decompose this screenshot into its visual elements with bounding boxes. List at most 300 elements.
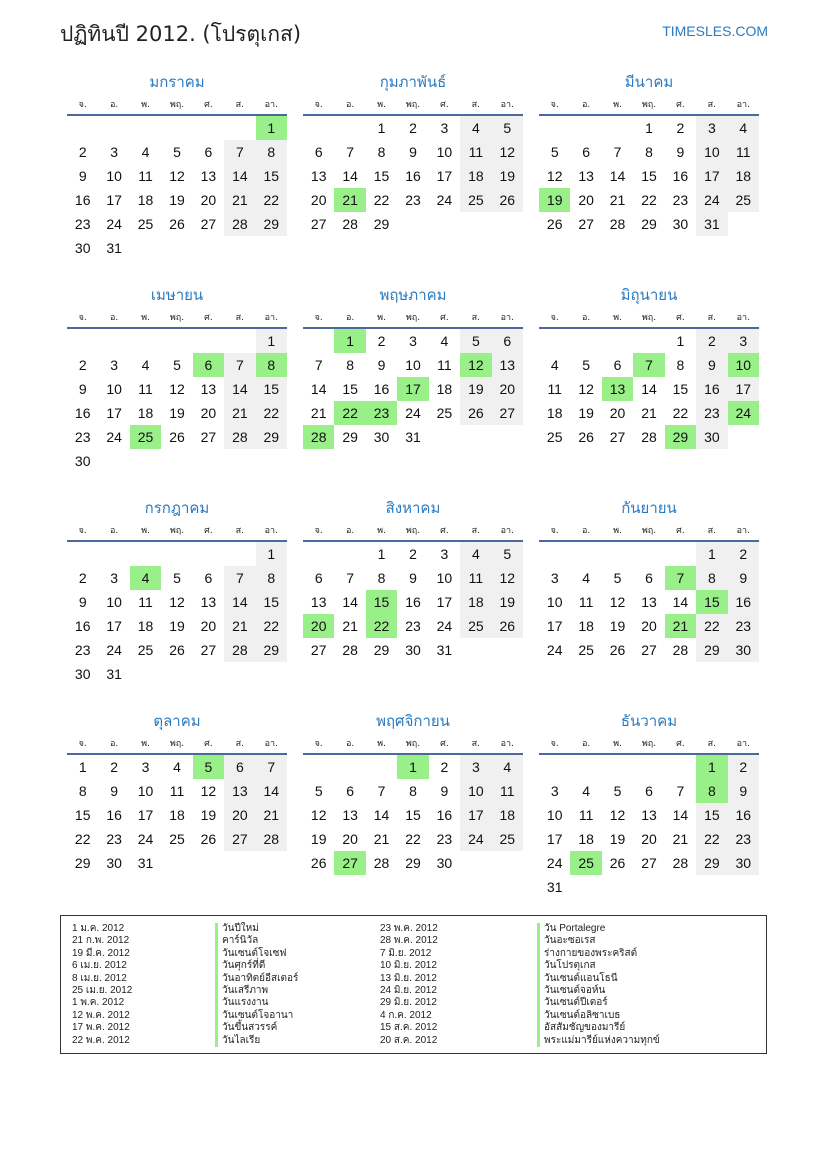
day-cell: 20 (578, 192, 594, 208)
site-link[interactable]: TIMESLES.COM (662, 23, 768, 39)
empty-cell (633, 542, 664, 566)
weekday-label: พฤ. (405, 100, 421, 110)
day-cell: 26 (492, 188, 523, 212)
day-cell: 15 (373, 168, 390, 184)
day-cell: 22 (373, 192, 390, 208)
legend-date: 19 มี.ค. 2012 (72, 947, 130, 959)
day-cell: 18 (492, 803, 523, 827)
day-cell: 6 (645, 570, 653, 586)
day-cell: 31 (106, 666, 122, 682)
month-12 (539, 709, 759, 899)
day-cell: 7 (314, 357, 323, 373)
day-cell: 24 (106, 642, 122, 658)
day-cell: 23 (405, 192, 421, 208)
day-cell: 28 (224, 212, 255, 236)
day-cell: 2 (409, 546, 417, 562)
weekday-label: อ. (345, 526, 355, 536)
day-cell: 13 (200, 381, 217, 397)
day-cell: 3 (460, 755, 491, 779)
legend-date: 6 เม.ย. 2012 (72, 960, 127, 972)
day-cell: 10 (460, 779, 491, 803)
empty-cell (665, 542, 696, 566)
holiday-day-cell: 25 (130, 425, 161, 449)
day-cell: 15 (256, 590, 287, 614)
month-name: พฤศจิกายน (376, 712, 450, 730)
month-10 (67, 709, 287, 875)
weekday-label: อ. (345, 313, 355, 323)
legend-column-name (537, 923, 660, 1047)
day-cell: 13 (342, 807, 358, 823)
month-7 (67, 496, 287, 686)
legend-name: วันแรงงาน (215, 997, 298, 1009)
day-grid (539, 755, 759, 899)
weekday-label: ศ. (204, 100, 213, 110)
day-cell: 28 (224, 425, 255, 449)
weekday-label: อา. (500, 526, 514, 536)
weekday-label: จ. (78, 313, 87, 323)
weekday-label: อา. (736, 313, 750, 323)
day-cell: 9 (696, 353, 727, 377)
day-cell: 18 (169, 807, 185, 823)
day-cell: 27 (224, 827, 255, 851)
day-cell: 17 (546, 831, 563, 847)
weekday-label: อา. (500, 313, 514, 323)
day-cell: 23 (728, 614, 759, 638)
day-cell: 30 (405, 642, 421, 658)
day-grid (303, 116, 523, 236)
day-cell: 12 (578, 381, 594, 397)
day-cell: 15 (342, 381, 358, 397)
holiday-legend (60, 915, 767, 1054)
day-cell: 24 (546, 855, 563, 871)
day-cell: 28 (641, 429, 657, 445)
legend-date: 21 ก.พ. 2012 (72, 935, 130, 947)
day-cell: 28 (373, 855, 390, 871)
empty-cell (161, 542, 192, 566)
weekday-header (303, 520, 523, 542)
empty-cell (602, 116, 633, 140)
weekday-header (67, 733, 287, 755)
day-cell: 26 (609, 855, 626, 871)
day-cell: 10 (436, 144, 453, 160)
empty-cell (539, 329, 570, 353)
day-cell: 26 (169, 642, 185, 658)
day-cell: 22 (256, 614, 287, 638)
weekday-label: อ. (109, 100, 119, 110)
empty-cell (334, 116, 365, 140)
day-cell: 13 (224, 779, 255, 803)
month-name: ตุลาคม (153, 712, 201, 730)
day-cell: 15 (256, 164, 287, 188)
weekday-header (67, 94, 287, 116)
day-cell: 18 (546, 405, 563, 421)
weekday-label: อ. (581, 313, 591, 323)
day-cell: 20 (492, 377, 523, 401)
legend-date: 15 ส.ค. 2012 (380, 1022, 438, 1034)
day-cell: 29 (373, 216, 390, 232)
day-cell: 29 (342, 429, 358, 445)
holiday-day-cell: 8 (256, 353, 287, 377)
day-cell: 18 (460, 590, 491, 614)
month-name: กันยายน (621, 499, 677, 517)
legend-date: 1 ม.ค. 2012 (72, 923, 125, 934)
legend-name: วันอะซอเรส (537, 935, 660, 947)
legend-name: อัสสัมชัญของมารีย์ (537, 1022, 660, 1034)
day-cell: 17 (106, 405, 122, 421)
day-cell: 6 (204, 144, 213, 160)
day-cell: 24 (106, 216, 122, 232)
legend-date: 24 มิ.ย. 2012 (380, 984, 437, 996)
day-cell: 30 (106, 855, 122, 871)
day-cell: 2 (728, 542, 759, 566)
weekday-label: ส. (707, 313, 716, 323)
day-cell: 26 (200, 831, 217, 847)
weekday-label: จ. (550, 739, 559, 749)
day-cell: 12 (169, 381, 185, 397)
empty-cell (570, 329, 601, 353)
day-cell: 2 (696, 329, 727, 353)
empty-cell (193, 542, 224, 566)
day-cell: 26 (578, 429, 594, 445)
day-cell: 16 (696, 377, 727, 401)
day-cell: 17 (106, 618, 122, 634)
weekday-label: จ. (314, 526, 323, 536)
day-cell: 24 (460, 827, 491, 851)
day-cell: 21 (373, 831, 390, 847)
day-cell: 11 (138, 168, 153, 184)
day-cell: 29 (405, 855, 421, 871)
day-cell: 16 (74, 192, 91, 208)
day-cell: 28 (342, 642, 358, 658)
day-cell: 29 (256, 425, 287, 449)
weekday-label: ศ. (204, 739, 213, 749)
empty-cell (98, 329, 129, 353)
day-cell: 31 (436, 642, 453, 658)
day-grid (303, 542, 523, 662)
day-cell: 12 (169, 168, 185, 184)
month-11 (303, 709, 523, 875)
day-cell: 14 (609, 168, 626, 184)
day-cell: 5 (492, 542, 523, 566)
day-cell: 19 (609, 831, 626, 847)
day-cell: 9 (728, 566, 759, 590)
day-cell: 27 (609, 429, 626, 445)
day-cell: 6 (314, 144, 323, 160)
holiday-day-cell: 4 (130, 566, 161, 590)
day-cell: 1 (256, 329, 287, 353)
day-grid (539, 542, 759, 662)
weekday-label: พ. (613, 526, 622, 536)
legend-name: วันเสรีภาพ (215, 985, 298, 997)
day-cell: 21 (224, 188, 255, 212)
day-cell: 3 (110, 570, 119, 586)
weekday-label: อ. (109, 739, 119, 749)
day-cell: 12 (200, 783, 217, 799)
day-cell: 14 (672, 807, 689, 823)
day-cell: 14 (224, 377, 255, 401)
day-cell: 30 (672, 216, 689, 232)
day-cell: 28 (609, 216, 626, 232)
day-cell: 6 (645, 783, 653, 799)
legend-date: 28 พ.ค. 2012 (380, 935, 438, 947)
day-cell: 16 (728, 803, 759, 827)
weekday-label: ส. (471, 100, 480, 110)
month-name: มิถุนายน (620, 286, 678, 304)
day-cell: 19 (169, 618, 185, 634)
weekday-header (539, 94, 759, 116)
weekday-label: ส. (471, 313, 480, 323)
day-cell: 24 (696, 188, 727, 212)
day-cell: 25 (137, 216, 154, 232)
month-8 (303, 496, 523, 662)
empty-cell (570, 755, 601, 779)
weekday-label: จ. (78, 739, 87, 749)
day-cell: 17 (106, 192, 122, 208)
month-name: กุมภาพันธ์ (379, 73, 447, 91)
day-cell: 14 (672, 594, 689, 610)
weekday-label: จ. (78, 526, 87, 536)
day-cell: 16 (436, 807, 453, 823)
day-cell: 19 (169, 405, 185, 421)
weekday-label: พฤ. (169, 526, 185, 536)
day-cell: 8 (256, 140, 287, 164)
day-cell: 27 (200, 429, 217, 445)
day-cell: 20 (342, 831, 358, 847)
day-cell: 8 (346, 357, 355, 373)
day-cell: 9 (377, 357, 386, 373)
day-cell: 12 (546, 168, 563, 184)
day-cell: 9 (676, 144, 685, 160)
day-cell: 7 (224, 353, 255, 377)
day-cell: 27 (641, 855, 657, 871)
empty-cell (224, 542, 255, 566)
weekday-label: ส. (471, 739, 480, 749)
day-cell: 20 (641, 831, 657, 847)
legend-name: วันเซนต์ปีเตอร์ (537, 997, 660, 1009)
weekday-label: พ. (377, 100, 386, 110)
weekday-label: ศ. (676, 100, 685, 110)
empty-cell (130, 329, 161, 353)
day-cell: 29 (373, 642, 390, 658)
day-cell: 2 (676, 120, 685, 136)
day-cell: 7 (346, 570, 355, 586)
legend-name: วันศุกร์ที่ดี (215, 960, 298, 972)
weekday-label: อ. (345, 100, 355, 110)
day-cell: 17 (436, 168, 453, 184)
month-name: มกราคม (149, 73, 205, 91)
day-cell: 5 (613, 570, 622, 586)
weekday-header (303, 307, 523, 329)
day-cell: 26 (169, 216, 185, 232)
holiday-day-cell: 1 (397, 755, 428, 779)
weekday-label: จ. (78, 100, 87, 110)
day-cell: 18 (460, 164, 491, 188)
legend-date: 10 มิ.ย. 2012 (380, 960, 437, 972)
day-cell: 4 (728, 116, 759, 140)
day-cell: 8 (645, 144, 653, 160)
empty-cell (334, 542, 365, 566)
day-cell: 13 (310, 594, 327, 610)
day-cell: 25 (169, 831, 185, 847)
day-cell: 25 (546, 429, 563, 445)
empty-cell (303, 116, 334, 140)
empty-cell (366, 755, 397, 779)
day-cell: 3 (728, 329, 759, 353)
day-cell: 18 (578, 831, 594, 847)
day-cell: 30 (728, 851, 759, 875)
month-name: พฤษภาคม (379, 286, 447, 304)
holiday-day-cell: 20 (303, 614, 334, 638)
weekday-header (539, 307, 759, 329)
weekday-label: จ. (314, 739, 323, 749)
day-cell: 14 (224, 164, 255, 188)
day-cell: 11 (460, 566, 491, 590)
weekday-label: จ. (550, 313, 559, 323)
empty-cell (539, 116, 570, 140)
day-cell: 6 (224, 755, 255, 779)
day-cell: 8 (676, 357, 685, 373)
day-cell: 9 (78, 168, 87, 184)
day-cell: 2 (409, 120, 417, 136)
day-cell: 8 (696, 566, 727, 590)
day-cell: 9 (409, 570, 417, 586)
weekday-label: ส. (235, 100, 244, 110)
day-cell: 30 (74, 666, 91, 682)
day-cell: 7 (224, 566, 255, 590)
day-cell: 13 (578, 168, 594, 184)
day-cell: 11 (138, 594, 153, 610)
day-cell: 23 (106, 831, 122, 847)
empty-cell (161, 116, 192, 140)
weekday-label: พฤ. (641, 739, 657, 749)
day-cell: 15 (696, 803, 727, 827)
empty-cell (602, 755, 633, 779)
day-cell: 19 (460, 377, 491, 401)
weekday-label: อา. (736, 526, 750, 536)
day-grid (67, 329, 287, 473)
day-cell: 16 (106, 807, 122, 823)
holiday-day-cell: 15 (366, 590, 397, 614)
holiday-day-cell: 21 (334, 188, 365, 212)
weekday-header (539, 733, 759, 755)
legend-date: 7 มิ.ย. 2012 (380, 947, 432, 959)
empty-cell (570, 116, 601, 140)
day-cell: 25 (137, 642, 154, 658)
day-cell: 23 (436, 831, 453, 847)
day-cell: 31 (137, 855, 154, 871)
holiday-day-cell: 6 (193, 353, 224, 377)
day-cell: 5 (492, 116, 523, 140)
month-name: มีนาคม (624, 73, 674, 91)
day-cell: 17 (137, 807, 154, 823)
day-cell: 27 (641, 642, 657, 658)
day-cell: 13 (310, 168, 327, 184)
day-cell: 19 (492, 164, 523, 188)
weekday-label: พ. (377, 526, 386, 536)
month-9 (539, 496, 759, 662)
day-cell: 14 (641, 381, 657, 397)
day-cell: 7 (224, 140, 255, 164)
day-cell: 19 (169, 192, 185, 208)
day-cell: 15 (74, 807, 91, 823)
day-cell: 14 (310, 381, 327, 397)
day-cell: 6 (314, 570, 323, 586)
legend-date: 8 เม.ย. 2012 (72, 972, 127, 984)
day-cell: 26 (460, 401, 491, 425)
day-cell: 2 (440, 759, 449, 775)
day-cell: 3 (141, 759, 150, 775)
weekday-label: พ. (141, 526, 150, 536)
empty-cell (633, 755, 664, 779)
day-cell: 9 (110, 783, 119, 799)
legend-date: 13 มิ.ย. 2012 (380, 972, 437, 984)
holiday-day-cell: 28 (303, 425, 334, 449)
day-cell: 23 (728, 827, 759, 851)
empty-cell (602, 542, 633, 566)
weekday-label: พ. (613, 739, 622, 749)
day-cell: 25 (492, 827, 523, 851)
weekday-label: พฤ. (405, 739, 421, 749)
day-cell: 4 (460, 116, 491, 140)
weekday-header (67, 520, 287, 542)
empty-cell (193, 116, 224, 140)
day-cell: 21 (224, 614, 255, 638)
day-cell: 21 (342, 618, 358, 634)
weekday-label: ส. (235, 739, 244, 749)
month-name: ธันวาคม (620, 712, 678, 730)
holiday-day-cell: 1 (256, 116, 287, 140)
day-cell: 30 (74, 453, 91, 469)
day-grid (539, 116, 759, 236)
day-cell: 9 (78, 594, 87, 610)
day-cell: 24 (405, 405, 421, 421)
day-cell: 17 (728, 377, 759, 401)
day-cell: 12 (609, 807, 626, 823)
day-cell: 2 (78, 357, 87, 373)
day-cell: 5 (173, 570, 181, 586)
day-cell: 8 (78, 783, 87, 799)
day-cell: 11 (547, 381, 562, 397)
weekday-label: ศ. (440, 313, 449, 323)
weekday-label: ส. (707, 100, 716, 110)
day-cell: 10 (546, 807, 563, 823)
holiday-day-cell: 27 (334, 851, 365, 875)
day-cell: 1 (696, 542, 727, 566)
day-cell: 29 (256, 212, 287, 236)
day-cell: 18 (137, 192, 154, 208)
day-cell: 17 (696, 164, 727, 188)
day-cell: 17 (460, 803, 491, 827)
day-cell: 16 (74, 405, 91, 421)
day-cell: 14 (256, 779, 287, 803)
weekday-label: พฤ. (169, 100, 185, 110)
weekday-label: จ. (314, 313, 323, 323)
day-cell: 30 (728, 638, 759, 662)
empty-cell (67, 116, 98, 140)
day-cell: 19 (492, 590, 523, 614)
day-cell: 26 (546, 216, 563, 232)
day-cell: 27 (310, 642, 327, 658)
day-cell: 11 (578, 807, 594, 823)
day-cell: 19 (609, 618, 626, 634)
weekday-label: ศ. (676, 313, 685, 323)
month-4 (67, 283, 287, 473)
weekday-label: ศ. (676, 526, 685, 536)
day-cell: 24 (436, 618, 453, 634)
weekday-label: พฤ. (405, 526, 421, 536)
empty-cell (224, 116, 255, 140)
holiday-day-cell: 22 (366, 614, 397, 638)
